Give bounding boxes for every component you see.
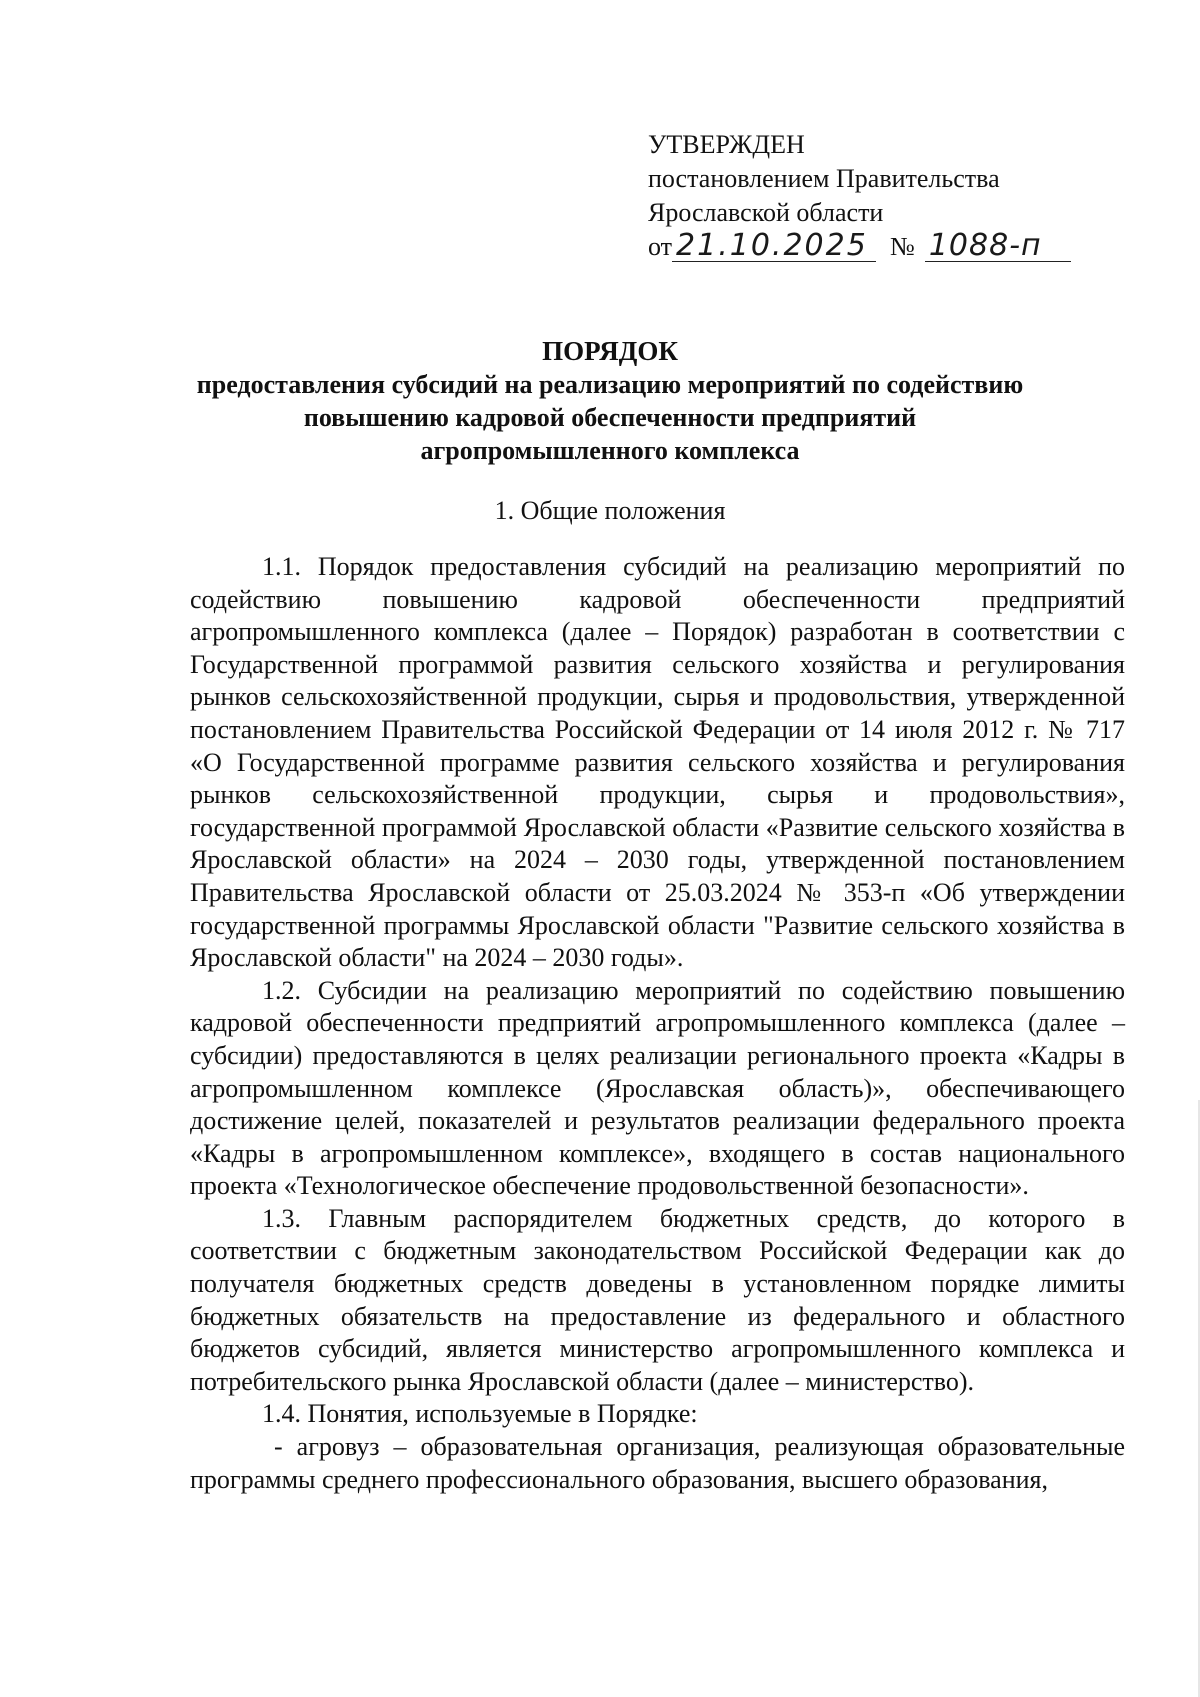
number-sign: № — [890, 232, 915, 261]
definition-item-agrovuz: - агровуз – образовательная организация, реализующая образовательные программы среднего профессионального образования, высшего образования, — [190, 1432, 1125, 1494]
handwritten-date: 21.10.2025 — [672, 231, 876, 262]
document-title-block — [190, 334, 1030, 467]
date-prefix: от — [648, 232, 673, 261]
approval-line-resolution: постановлением Правительства — [648, 164, 1000, 193]
handwritten-number: 1088-п — [925, 231, 1071, 262]
document-subtitle-line-2: повышению кадровой обеспеченности предприятий — [303, 403, 917, 432]
approval-date-number-line — [648, 230, 1071, 264]
document-title: ПОРЯДОК — [542, 336, 678, 366]
document-subtitle-line-1: предоставления субсидий на реализацию мероприятий по содействию — [196, 370, 1024, 399]
approval-stamp-block — [648, 128, 1071, 264]
document-subtitle-line-3: агропромышленного комплекса — [420, 436, 800, 465]
document-body — [190, 551, 1125, 1496]
paragraph-1-2: 1.2. Субсидии на реализацию мероприятий по содействию повышению кадровой обеспеченности предприятий агропромышленного комплекса (далее – субсидии) предоставляются в целях реализации регионального проекта «Кадры в агропромышленном комплексе (Ярославская область)», обеспечивающего достижение целей, показателей и результатов реализации федерального проекта «Кадры в агропромышленном комплексе», входящего в состав национального проекта «Технологическое обеспечение продовольственной безопасности». — [190, 975, 1125, 1201]
approval-line-region: Ярославской области — [648, 198, 884, 227]
paragraph-1-4: 1.4. Понятия, используемые в Порядке: — [262, 1399, 698, 1429]
paragraph-1-1: 1.1. Порядок предоставления субсидий на реализацию мероприятий по содействию повышению кадровой обеспеченности предприятий агропромышленного комплекса (далее – Порядок) разработан в соответствии с Государственной программой развития сельского хозяйства и регулирования рынков сельскохозяйственной продукции, сырья и продовольствия, утвержденной постановлением Правительства Российской Федерации от 14 июля 2012 г. № 717 «О Государственной программе развития сельского хозяйства и регулирования рынков сельскохозяйственной продукции, сырья и продовольствия», государственной программой Ярославской области «Развитие сельского хозяйства в Ярославской области» на 2024 – 2030 годы, утвержденной постановлением Правительства Ярославской области от 25.03.2024 № 353-п «Об утверждении государственной программы Ярославской области "Развитие сельского хозяйства в Ярославской области" на 2024 – 2030 годы». — [190, 552, 1125, 973]
paragraph-1-3: 1.3. Главным распорядителем бюджетных средств, до которого в соответствии с бюджетным законодательством Российской Федерации как до получателя бюджетных средств доведены в установленном порядке лимиты бюджетных обязательств на предоставление из федерального и областного бюджетов субсидий, является министерство агропромышленного комплекса и потребительского рынка Ярославской области (далее – министерство). — [190, 1203, 1125, 1396]
approval-heading: УТВЕРЖДЕН — [648, 130, 805, 159]
section-heading: 1. Общие положения — [494, 496, 726, 525]
